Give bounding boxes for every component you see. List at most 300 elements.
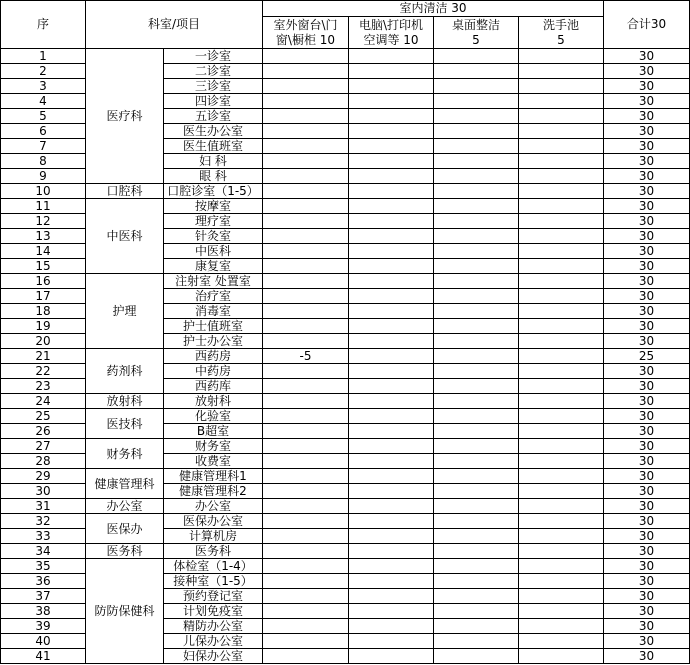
row-sink-cell <box>518 513 604 529</box>
row-sink-cell <box>518 648 604 664</box>
row-sink-cell <box>518 243 604 259</box>
row-seq-cell: 8 <box>0 153 86 169</box>
row-desk-cell <box>433 258 519 274</box>
row-total-cell: 30 <box>603 63 690 79</box>
row-desk-cell <box>433 603 519 619</box>
row-window-cell <box>262 363 349 379</box>
header-desk-line1: 桌面整洁 <box>451 17 500 32</box>
row-computer-cell <box>348 363 434 379</box>
row-sink-cell <box>518 393 604 409</box>
header-computer-line2: 空调等 10 <box>363 32 419 47</box>
row-total-cell: 30 <box>603 93 690 109</box>
row-window-cell <box>262 438 349 454</box>
row-desk-cell <box>433 48 519 64</box>
row-window-cell <box>262 378 349 394</box>
row-window-cell <box>262 483 349 499</box>
row-room-cell: 健康管理科2 <box>163 483 263 499</box>
row-total-cell: 30 <box>603 168 690 184</box>
row-room-cell: 一诊室 <box>163 48 263 64</box>
department-cell: 防防保健科 <box>85 558 164 664</box>
row-computer-cell <box>348 198 434 214</box>
row-total-cell: 30 <box>603 423 690 439</box>
row-sink-cell <box>518 273 604 289</box>
row-computer-cell <box>348 153 434 169</box>
row-sink-cell <box>518 438 604 454</box>
department-cell: 护理 <box>85 273 164 349</box>
row-window-cell <box>262 63 349 79</box>
row-desk-cell <box>433 378 519 394</box>
row-seq-cell: 39 <box>0 618 86 634</box>
row-computer-cell <box>348 468 434 484</box>
row-computer-cell <box>348 78 434 94</box>
row-total-cell: 30 <box>603 468 690 484</box>
row-room-cell: 治疗室 <box>163 288 263 304</box>
row-computer-cell <box>348 228 434 244</box>
row-window-cell <box>262 243 349 259</box>
row-total-cell: 30 <box>603 483 690 499</box>
row-sink-cell <box>518 318 604 334</box>
row-desk-cell <box>433 78 519 94</box>
row-sink-cell <box>518 93 604 109</box>
row-room-cell: 注射室 处置室 <box>163 273 263 289</box>
header-sink-line2: 5 <box>557 32 565 47</box>
row-desk-cell <box>433 513 519 529</box>
row-desk-cell <box>433 288 519 304</box>
row-total-cell: 30 <box>603 288 690 304</box>
row-window-cell <box>262 123 349 139</box>
row-computer-cell <box>348 513 434 529</box>
row-sink-cell <box>518 483 604 499</box>
row-room-cell: 按摩室 <box>163 198 263 214</box>
row-desk-cell <box>433 213 519 229</box>
row-desk-cell <box>433 483 519 499</box>
row-desk-cell <box>433 123 519 139</box>
row-desk-cell <box>433 318 519 334</box>
row-sink-cell <box>518 363 604 379</box>
row-computer-cell <box>348 453 434 469</box>
row-seq-cell: 12 <box>0 213 86 229</box>
row-seq-cell: 38 <box>0 603 86 619</box>
row-window-cell <box>262 48 349 64</box>
row-computer-cell <box>348 588 434 604</box>
row-window-cell <box>262 528 349 544</box>
row-total-cell: 30 <box>603 138 690 154</box>
row-window-cell <box>262 183 349 199</box>
row-total-cell: 30 <box>603 78 690 94</box>
row-room-cell: 精防办公室 <box>163 618 263 634</box>
row-room-cell: 三诊室 <box>163 78 263 94</box>
row-total-cell: 30 <box>603 273 690 289</box>
row-total-cell: 30 <box>603 108 690 124</box>
row-sink-cell <box>518 168 604 184</box>
row-room-cell: 二诊室 <box>163 63 263 79</box>
row-total-cell: 30 <box>603 543 690 559</box>
row-window-cell: -5 <box>262 348 349 364</box>
header-desk-tidy <box>433 16 519 49</box>
row-room-cell: 西药库 <box>163 378 263 394</box>
row-room-cell: 健康管理科1 <box>163 468 263 484</box>
row-seq-cell: 36 <box>0 573 86 589</box>
row-window-cell <box>262 408 349 424</box>
row-desk-cell <box>433 198 519 214</box>
row-sink-cell <box>518 468 604 484</box>
row-total-cell: 30 <box>603 258 690 274</box>
row-sink-cell <box>518 228 604 244</box>
row-sink-cell <box>518 138 604 154</box>
row-window-cell <box>262 498 349 514</box>
row-computer-cell <box>348 393 434 409</box>
row-seq-cell: 2 <box>0 63 86 79</box>
row-total-cell: 30 <box>603 198 690 214</box>
row-room-cell: 计划免疫室 <box>163 603 263 619</box>
row-seq-cell: 29 <box>0 468 86 484</box>
row-total-cell: 30 <box>603 378 690 394</box>
row-desk-cell <box>433 528 519 544</box>
row-computer-cell <box>348 288 434 304</box>
row-window-cell <box>262 633 349 649</box>
row-seq-cell: 6 <box>0 123 86 139</box>
row-seq-cell: 5 <box>0 108 86 124</box>
row-room-cell: 收费室 <box>163 453 263 469</box>
row-window-cell <box>262 303 349 319</box>
row-total-cell: 30 <box>603 333 690 349</box>
row-window-cell <box>262 588 349 604</box>
row-sink-cell <box>518 603 604 619</box>
row-sink-cell <box>518 288 604 304</box>
row-window-cell <box>262 393 349 409</box>
row-total-cell: 30 <box>603 318 690 334</box>
row-room-cell: 预约登记室 <box>163 588 263 604</box>
row-room-cell: 化验室 <box>163 408 263 424</box>
row-total-cell: 30 <box>603 213 690 229</box>
header-indoor-cleaning: 室内清洁 30 <box>262 0 604 17</box>
row-total-cell: 30 <box>603 153 690 169</box>
row-computer-cell <box>348 618 434 634</box>
row-computer-cell <box>348 108 434 124</box>
row-window-cell <box>262 138 349 154</box>
row-window-cell <box>262 333 349 349</box>
department-cell: 健康管理科 <box>85 468 164 499</box>
row-sink-cell <box>518 528 604 544</box>
row-desk-cell <box>433 438 519 454</box>
row-desk-cell <box>433 273 519 289</box>
row-room-cell: 计算机房 <box>163 528 263 544</box>
row-computer-cell <box>348 633 434 649</box>
row-desk-cell <box>433 63 519 79</box>
row-desk-cell <box>433 573 519 589</box>
row-room-cell: 消毒室 <box>163 303 263 319</box>
row-sink-cell <box>518 378 604 394</box>
department-cell: 药剂科 <box>85 348 164 394</box>
department-cell: 口腔科 <box>85 183 164 199</box>
row-sink-cell <box>518 333 604 349</box>
row-computer-cell <box>348 168 434 184</box>
row-total-cell: 30 <box>603 438 690 454</box>
row-desk-cell <box>433 138 519 154</box>
row-desk-cell <box>433 93 519 109</box>
row-computer-cell <box>348 63 434 79</box>
row-total-cell: 30 <box>603 228 690 244</box>
row-seq-cell: 27 <box>0 438 86 454</box>
row-desk-cell <box>433 303 519 319</box>
department-cell: 医疗科 <box>85 48 164 184</box>
row-room-cell: 中药房 <box>163 363 263 379</box>
row-sink-cell <box>518 303 604 319</box>
row-desk-cell <box>433 243 519 259</box>
row-sink-cell <box>518 573 604 589</box>
row-seq-cell: 13 <box>0 228 86 244</box>
row-seq-cell: 20 <box>0 333 86 349</box>
row-sink-cell <box>518 48 604 64</box>
row-computer-cell <box>348 138 434 154</box>
row-seq-cell: 3 <box>0 78 86 94</box>
row-computer-cell <box>348 378 434 394</box>
row-computer-cell <box>348 543 434 559</box>
row-seq-cell: 17 <box>0 288 86 304</box>
row-sink-cell <box>518 588 604 604</box>
row-seq-cell: 35 <box>0 558 86 574</box>
row-total-cell: 30 <box>603 528 690 544</box>
row-seq-cell: 24 <box>0 393 86 409</box>
row-sink-cell <box>518 423 604 439</box>
row-seq-cell: 1 <box>0 48 86 64</box>
row-desk-cell <box>433 588 519 604</box>
row-total-cell: 30 <box>603 603 690 619</box>
row-computer-cell <box>348 423 434 439</box>
row-window-cell <box>262 543 349 559</box>
row-desk-cell <box>433 423 519 439</box>
row-sink-cell <box>518 63 604 79</box>
row-desk-cell <box>433 393 519 409</box>
row-seq-cell: 18 <box>0 303 86 319</box>
row-total-cell: 30 <box>603 648 690 664</box>
row-seq-cell: 16 <box>0 273 86 289</box>
row-total-cell: 30 <box>603 243 690 259</box>
row-window-cell <box>262 93 349 109</box>
header-desk-line2: 5 <box>472 32 480 47</box>
row-room-cell: 护士值班室 <box>163 318 263 334</box>
row-desk-cell <box>433 348 519 364</box>
row-total-cell: 30 <box>603 498 690 514</box>
row-window-cell <box>262 198 349 214</box>
header-window-line1: 室外窗台\门 <box>273 17 338 32</box>
row-sink-cell <box>518 78 604 94</box>
row-total-cell: 30 <box>603 618 690 634</box>
row-window-cell <box>262 258 349 274</box>
row-desk-cell <box>433 228 519 244</box>
department-cell: 放射科 <box>85 393 164 409</box>
row-window-cell <box>262 108 349 124</box>
row-seq-cell: 25 <box>0 408 86 424</box>
row-seq-cell: 11 <box>0 198 86 214</box>
row-window-cell <box>262 513 349 529</box>
row-room-cell: 体检室（1-4） <box>163 558 263 574</box>
header-sink-line1: 洗手池 <box>542 17 579 32</box>
row-window-cell <box>262 153 349 169</box>
row-seq-cell: 7 <box>0 138 86 154</box>
row-seq-cell: 15 <box>0 258 86 274</box>
row-computer-cell <box>348 438 434 454</box>
row-total-cell: 30 <box>603 633 690 649</box>
row-total-cell: 30 <box>603 123 690 139</box>
row-total-cell: 30 <box>603 453 690 469</box>
row-seq-cell: 23 <box>0 378 86 394</box>
row-window-cell <box>262 648 349 664</box>
row-room-cell: 妇 科 <box>163 153 263 169</box>
row-room-cell: B超室 <box>163 423 263 439</box>
row-sink-cell <box>518 153 604 169</box>
row-seq-cell: 10 <box>0 183 86 199</box>
row-seq-cell: 19 <box>0 318 86 334</box>
row-room-cell: 西药房 <box>163 348 263 364</box>
row-desk-cell <box>433 453 519 469</box>
department-cell: 财务科 <box>85 438 164 469</box>
department-cell: 医保办 <box>85 513 164 544</box>
row-computer-cell <box>348 333 434 349</box>
row-total-cell: 30 <box>603 513 690 529</box>
row-window-cell <box>262 318 349 334</box>
row-seq-cell: 9 <box>0 168 86 184</box>
row-seq-cell: 4 <box>0 93 86 109</box>
row-computer-cell <box>348 273 434 289</box>
row-seq-cell: 34 <box>0 543 86 559</box>
row-total-cell: 25 <box>603 348 690 364</box>
header-total: 合计30 <box>603 0 690 49</box>
row-sink-cell <box>518 453 604 469</box>
row-computer-cell <box>348 528 434 544</box>
row-computer-cell <box>348 93 434 109</box>
row-room-cell: 康复室 <box>163 258 263 274</box>
row-seq-cell: 40 <box>0 633 86 649</box>
row-sink-cell <box>518 213 604 229</box>
row-window-cell <box>262 228 349 244</box>
row-sink-cell <box>518 558 604 574</box>
header-window-line2: 窗\橱柜 10 <box>275 32 336 47</box>
header-computer-printer <box>348 16 434 49</box>
row-room-cell: 眼 科 <box>163 168 263 184</box>
row-sink-cell <box>518 123 604 139</box>
row-sink-cell <box>518 258 604 274</box>
row-total-cell: 30 <box>603 393 690 409</box>
row-total-cell: 30 <box>603 303 690 319</box>
row-total-cell: 30 <box>603 558 690 574</box>
row-computer-cell <box>348 213 434 229</box>
row-seq-cell: 31 <box>0 498 86 514</box>
row-computer-cell <box>348 573 434 589</box>
row-desk-cell <box>433 633 519 649</box>
row-room-cell: 中医科 <box>163 243 263 259</box>
row-desk-cell <box>433 558 519 574</box>
row-computer-cell <box>348 558 434 574</box>
row-room-cell: 五诊室 <box>163 108 263 124</box>
row-total-cell: 30 <box>603 48 690 64</box>
row-room-cell: 理疗室 <box>163 213 263 229</box>
row-seq-cell: 14 <box>0 243 86 259</box>
row-seq-cell: 26 <box>0 423 86 439</box>
row-window-cell <box>262 558 349 574</box>
header-seq: 序 <box>0 0 86 49</box>
row-desk-cell <box>433 108 519 124</box>
row-computer-cell <box>348 303 434 319</box>
row-total-cell: 30 <box>603 363 690 379</box>
row-desk-cell <box>433 543 519 559</box>
row-desk-cell <box>433 468 519 484</box>
department-cell: 医技科 <box>85 408 164 439</box>
row-computer-cell <box>348 183 434 199</box>
row-seq-cell: 33 <box>0 528 86 544</box>
row-desk-cell <box>433 183 519 199</box>
row-total-cell: 30 <box>603 588 690 604</box>
row-desk-cell <box>433 168 519 184</box>
row-window-cell <box>262 213 349 229</box>
header-sink <box>518 16 604 49</box>
row-sink-cell <box>518 183 604 199</box>
row-sink-cell <box>518 633 604 649</box>
header-department: 科室/项目 <box>85 0 263 49</box>
row-total-cell: 30 <box>603 183 690 199</box>
row-desk-cell <box>433 498 519 514</box>
header-computer-line1: 电脑\打印机 <box>358 17 424 32</box>
row-seq-cell: 21 <box>0 348 86 364</box>
department-cell: 医务科 <box>85 543 164 559</box>
row-sink-cell <box>518 618 604 634</box>
row-sink-cell <box>518 408 604 424</box>
row-computer-cell <box>348 498 434 514</box>
row-sink-cell <box>518 348 604 364</box>
row-room-cell: 护士办公室 <box>163 333 263 349</box>
row-total-cell: 30 <box>603 408 690 424</box>
row-computer-cell <box>348 48 434 64</box>
row-room-cell: 办公室 <box>163 498 263 514</box>
row-window-cell <box>262 168 349 184</box>
row-sink-cell <box>518 108 604 124</box>
row-desk-cell <box>433 363 519 379</box>
row-window-cell <box>262 273 349 289</box>
row-desk-cell <box>433 648 519 664</box>
row-computer-cell <box>348 648 434 664</box>
row-computer-cell <box>348 243 434 259</box>
row-computer-cell <box>348 318 434 334</box>
row-seq-cell: 28 <box>0 453 86 469</box>
row-room-cell: 医务科 <box>163 543 263 559</box>
row-computer-cell <box>348 258 434 274</box>
row-room-cell: 放射科 <box>163 393 263 409</box>
row-room-cell: 儿保办公室 <box>163 633 263 649</box>
row-room-cell: 口腔诊室（1-5） <box>163 183 263 199</box>
row-seq-cell: 41 <box>0 648 86 664</box>
row-room-cell: 妇保办公室 <box>163 648 263 664</box>
row-computer-cell <box>348 603 434 619</box>
row-window-cell <box>262 78 349 94</box>
row-computer-cell <box>348 483 434 499</box>
department-cell: 办公室 <box>85 498 164 514</box>
department-cell: 中医科 <box>85 198 164 274</box>
row-room-cell: 针灸室 <box>163 228 263 244</box>
header-window-cabinet <box>262 16 349 49</box>
row-window-cell <box>262 573 349 589</box>
row-sink-cell <box>518 543 604 559</box>
row-room-cell: 医生办公室 <box>163 123 263 139</box>
row-desk-cell <box>433 408 519 424</box>
row-seq-cell: 30 <box>0 483 86 499</box>
row-room-cell: 医生值班室 <box>163 138 263 154</box>
row-total-cell: 30 <box>603 573 690 589</box>
row-window-cell <box>262 453 349 469</box>
row-desk-cell <box>433 618 519 634</box>
row-seq-cell: 22 <box>0 363 86 379</box>
row-window-cell <box>262 423 349 439</box>
row-seq-cell: 37 <box>0 588 86 604</box>
